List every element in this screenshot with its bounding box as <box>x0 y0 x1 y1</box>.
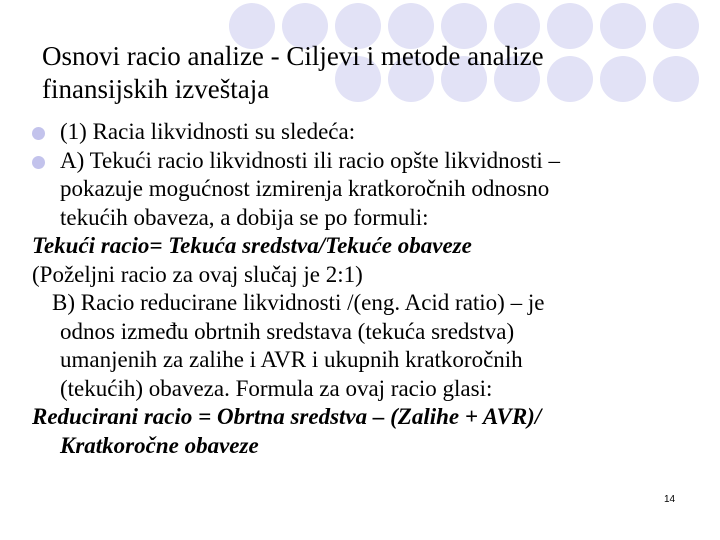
bullet-text: (1) Racia likvidnosti su sledeća: <box>60 119 356 144</box>
paragraph-text: odnos između obrtnih sredstava (tekuća sredstva) <box>60 318 515 344</box>
decor-circle <box>653 56 699 102</box>
note-desired-ratio: (Poželjni racio za ovaj slučaj je 2:1) <box>32 261 363 287</box>
paragraph-text: B) Racio reducirane likvidnosti /(eng. Acid ratio) – je <box>52 290 545 315</box>
paragraph-text: umanjenih za zalihe i AVR i ukupnih kratkoročnih <box>60 347 523 372</box>
decor-circle <box>653 3 699 49</box>
bullet-text: tekućih obaveza, a dobija se po formuli: <box>60 204 429 230</box>
title-line: Osnovi racio analize - Ciljevi i metode analize <box>42 41 544 71</box>
formula-current-ratio: Tekući racio= Tekuća sredstva/Tekuće obaveze <box>32 233 472 258</box>
slide-body <box>32 118 692 460</box>
formula-acid-ratio: Kratkoročne obaveze <box>60 432 259 458</box>
formula-acid-ratio: Reducirani racio = Obrtna sredstva – (Zalihe + AVR)/ <box>32 404 542 429</box>
bullet-item-liquidity-ratios <box>32 118 692 147</box>
page-number: 14 <box>664 494 676 505</box>
bullet-item-current-ratio <box>32 147 692 233</box>
bullet-text: A) Tekući racio likvidnosti ili racio opšte likvidnosti – <box>60 147 561 173</box>
slide-title <box>42 40 642 106</box>
bullet-text: pokazuje mogućnost izmirenja kratkoročnih odnosno <box>60 176 550 201</box>
bullet-icon <box>32 156 45 169</box>
bullet-icon <box>32 127 45 140</box>
paragraph-text: (tekućih) obaveza. Formula za ovaj racio glasi: <box>60 375 493 401</box>
title-line: finansijskih izveštaja <box>42 74 270 104</box>
